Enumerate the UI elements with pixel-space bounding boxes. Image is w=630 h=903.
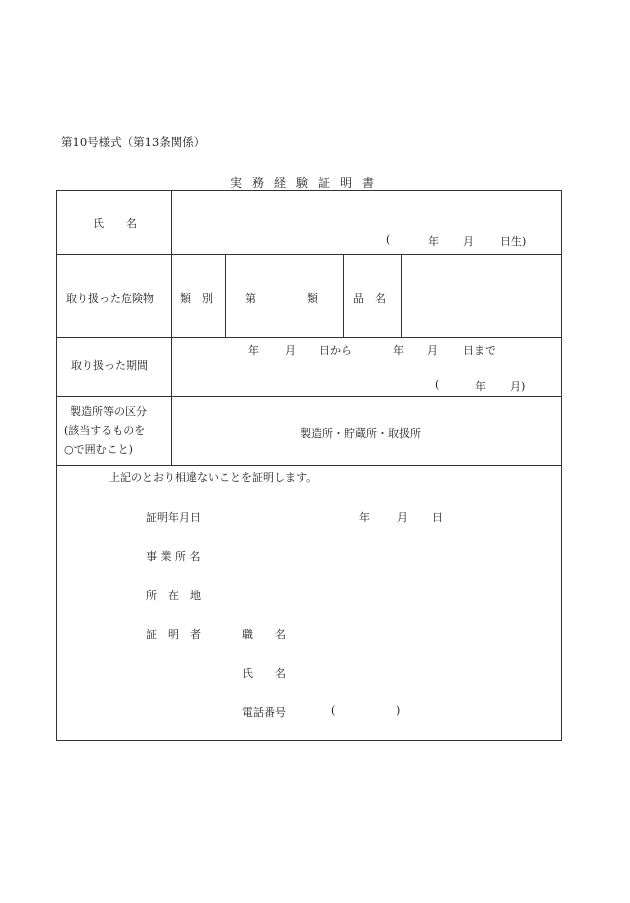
office-name-label: 事 業 所 名 (146, 550, 201, 563)
address-label: 所 在 地 (146, 589, 201, 602)
certifier-label: 証 明 者 (146, 628, 201, 641)
period-total-open-paren: ( (435, 378, 440, 391)
cert-date-day: 日 (432, 511, 443, 524)
form-title: 実務経験証明書 (230, 176, 385, 190)
facility-label-line3: ○で囲むこと) (64, 443, 133, 456)
row-divider (57, 337, 561, 338)
class-column-divider (343, 254, 344, 337)
period-total-month: 月) (510, 380, 526, 393)
birth-month-unit: 月 (463, 235, 474, 248)
hazmat-class-suffix: 類 (307, 292, 318, 305)
period-label: 取り扱った期間 (71, 359, 148, 372)
certification-statement: 上記のとおり相違ないことを証明します。 (109, 471, 318, 484)
phone-label: 電話番号 (242, 706, 286, 719)
label-column-divider (171, 191, 172, 465)
phone-close-paren: ) (396, 704, 401, 717)
form-table (56, 190, 562, 741)
cert-date-year: 年 (359, 511, 370, 524)
item-column-divider (401, 254, 402, 337)
hazmat-class-prefix: 第 (245, 292, 256, 305)
period-to-month: 月 (427, 344, 438, 357)
cert-date-month: 月 (397, 511, 408, 524)
hazmat-item-label: 品 名 (353, 292, 386, 305)
cert-date-label: 証明年月日 (146, 511, 201, 524)
hazmat-type-label: 類 別 (180, 292, 213, 305)
period-from-day: 日から (319, 344, 352, 357)
period-from-year: 年 (248, 344, 259, 357)
row-divider (57, 254, 561, 255)
row-divider (57, 465, 561, 466)
form-number: 第10号様式（第13条関係） (61, 135, 206, 149)
row-divider (57, 396, 561, 397)
birth-day-unit: 日生) (500, 235, 527, 248)
certifier-name-label: 氏 名 (242, 667, 286, 680)
birth-year-unit: 年 (428, 235, 439, 248)
hazmat-label: 取り扱った危険物 (66, 292, 154, 305)
facility-label-line2: (該当するものを (64, 424, 146, 437)
facility-label-line1: 製造所等の区分 (70, 405, 147, 418)
period-to-year: 年 (393, 344, 404, 357)
phone-open-paren: ( (331, 704, 336, 717)
position-label: 職 名 (242, 628, 286, 641)
period-to-day: 日まで (463, 344, 496, 357)
period-total-year: 年 (475, 380, 486, 393)
facility-options[interactable]: 製造所・貯蔵所・取扱所 (300, 427, 421, 440)
type-column-divider (225, 254, 226, 337)
hazmat-item-field[interactable] (407, 259, 557, 331)
name-label: 氏 名 (93, 217, 137, 230)
period-from-month: 月 (285, 344, 296, 357)
birth-open-paren: ( (386, 233, 391, 246)
